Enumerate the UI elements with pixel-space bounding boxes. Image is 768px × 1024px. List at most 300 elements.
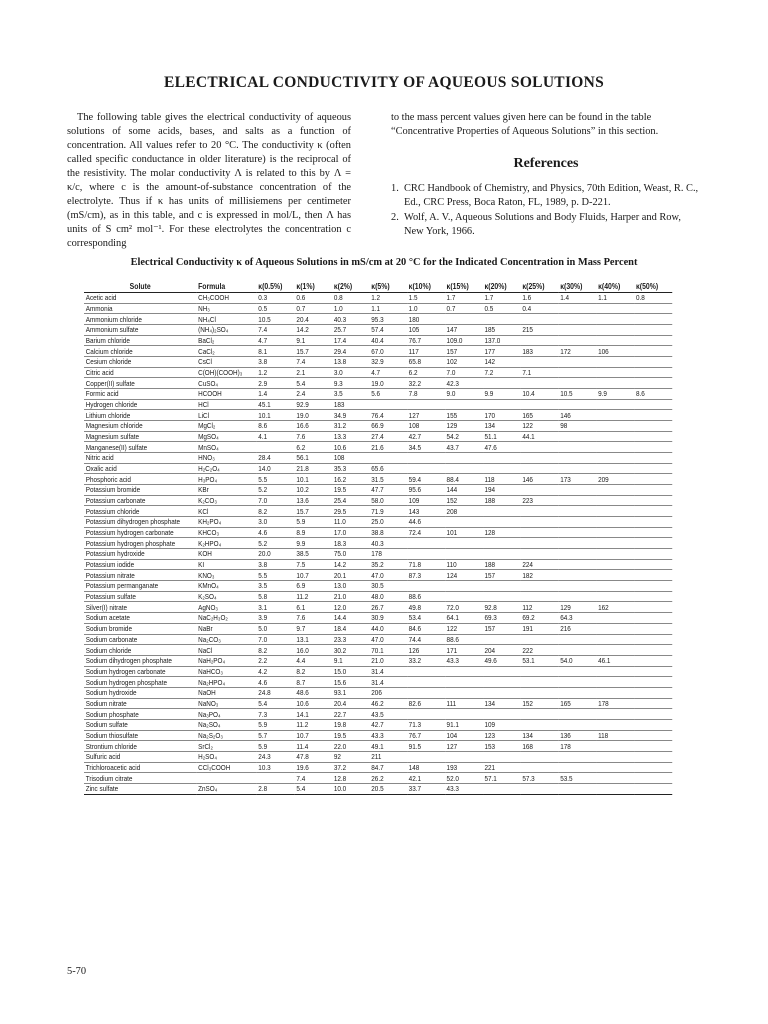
value-cell (521, 399, 559, 410)
value-cell: 8.2 (257, 645, 295, 656)
value-cell (521, 314, 559, 325)
formula-cell: NaH₂PO₄ (196, 655, 256, 666)
value-cell: 215 (521, 325, 559, 336)
value-cell: 10.1 (257, 410, 295, 421)
value-cell: 76.4 (370, 410, 407, 421)
value-cell: 31.2 (332, 421, 369, 432)
value-cell: 47.0 (370, 570, 407, 581)
value-cell: 43.5 (370, 709, 407, 720)
value-cell: 10.5 (257, 314, 295, 325)
value-cell (558, 527, 596, 538)
solute-cell: Barium chloride (84, 335, 196, 346)
value-cell (634, 655, 672, 666)
formula-cell: Na₃PO₄ (196, 709, 256, 720)
value-cell (558, 314, 596, 325)
value-cell: 15.6 (332, 677, 369, 688)
solute-cell: Potassium carbonate (84, 495, 196, 506)
formula-cell: CaCl₂ (196, 346, 256, 357)
value-cell (558, 495, 596, 506)
value-cell: 10.4 (521, 389, 559, 400)
value-cell: 30.5 (370, 581, 407, 592)
value-cell: 5.4 (257, 698, 295, 709)
value-cell (483, 709, 521, 720)
value-cell: 152 (521, 698, 559, 709)
value-cell (558, 357, 596, 368)
value-cell: 183 (521, 346, 559, 357)
value-cell: 20.5 (370, 783, 407, 794)
solute-cell: Potassium permanganate (84, 581, 196, 592)
intro-continuation: to the mass percent values given here can be found in the table “Concentrative Properties of Aqueous Solutions” in this section. (391, 112, 659, 137)
value-cell (521, 719, 559, 730)
value-cell (558, 709, 596, 720)
value-cell: 178 (370, 549, 407, 560)
value-cell (558, 463, 596, 474)
value-cell: 109 (483, 719, 521, 730)
solute-cell: Sodium phosphate (84, 709, 196, 720)
value-cell (558, 751, 596, 762)
value-cell (596, 410, 634, 421)
reference-text: CRC Handbook of Chemistry, and Physics, 70th Edition, Weast, R. C., Ed., CRC Press, Boca Raton, FL, 1989, p. D-221. (404, 183, 699, 208)
column-header-kappa: κ(1%) (295, 281, 332, 293)
column-header-kappa: κ(30%) (558, 281, 596, 293)
value-cell (483, 581, 521, 592)
value-cell (445, 666, 483, 677)
value-cell: 38.8 (370, 527, 407, 538)
value-cell (558, 634, 596, 645)
value-cell: 18.4 (332, 623, 369, 634)
value-cell: 143 (407, 506, 445, 517)
value-cell (596, 570, 634, 581)
value-cell: 52.0 (445, 773, 483, 784)
solute-cell: Sodium sulfate (84, 719, 196, 730)
value-cell (558, 677, 596, 688)
value-cell: 0.4 (521, 303, 559, 314)
value-cell (558, 378, 596, 389)
value-cell: 5.9 (295, 517, 332, 528)
value-cell (521, 453, 559, 464)
value-cell (596, 485, 634, 496)
table-body (84, 293, 672, 795)
solute-cell: Sodium hydrogen phosphate (84, 677, 196, 688)
value-cell: 5.4 (295, 378, 332, 389)
value-cell: 48.6 (295, 687, 332, 698)
formula-cell: NaBr (196, 623, 256, 634)
value-cell (596, 591, 634, 602)
table-row (84, 559, 672, 570)
value-cell: 223 (521, 495, 559, 506)
value-cell: 146 (521, 474, 559, 485)
value-cell: 16.0 (295, 645, 332, 656)
column-header-solute: Solute (84, 281, 196, 293)
formula-cell: KNO₃ (196, 570, 256, 581)
formula-cell: NaCl (196, 645, 256, 656)
value-cell: 13.0 (332, 581, 369, 592)
value-cell: 147 (445, 325, 483, 336)
value-cell: 21.8 (295, 463, 332, 474)
value-cell: 172 (558, 346, 596, 357)
value-cell (596, 709, 634, 720)
value-cell (558, 591, 596, 602)
value-cell: 105 (407, 325, 445, 336)
value-cell: 3.8 (257, 559, 295, 570)
value-cell: 152 (445, 495, 483, 506)
value-cell (634, 506, 672, 517)
value-cell: 31.4 (370, 666, 407, 677)
solute-cell: Potassium bromide (84, 485, 196, 496)
value-cell (407, 666, 445, 677)
value-cell: 1.1 (370, 303, 407, 314)
value-cell: 38.5 (295, 549, 332, 560)
value-cell (407, 463, 445, 474)
value-cell: 19.6 (295, 762, 332, 773)
solute-cell: Ammonium sulfate (84, 325, 196, 336)
value-cell (558, 325, 596, 336)
value-cell: 65.6 (370, 463, 407, 474)
value-cell: 108 (407, 421, 445, 432)
value-cell (596, 623, 634, 634)
value-cell: 0.5 (257, 303, 295, 314)
value-cell (634, 719, 672, 730)
value-cell: 7.4 (295, 773, 332, 784)
table-row (84, 730, 672, 741)
value-cell: 0.5 (483, 303, 521, 314)
value-cell: 5.9 (257, 741, 295, 752)
value-cell (596, 613, 634, 624)
value-cell (521, 634, 559, 645)
value-cell: 165 (521, 410, 559, 421)
value-cell: 12.8 (332, 773, 369, 784)
value-cell (596, 506, 634, 517)
formula-cell: H₂C₂O₄ (196, 463, 256, 474)
value-cell: 5.2 (257, 538, 295, 549)
table-row (84, 527, 672, 538)
table-row (84, 378, 672, 389)
value-cell: 67.0 (370, 346, 407, 357)
value-cell: 5.2 (257, 485, 295, 496)
value-cell: 13.3 (332, 431, 369, 442)
value-cell: 3.0 (332, 367, 369, 378)
column-header-kappa: κ(5%) (370, 281, 407, 293)
value-cell (483, 399, 521, 410)
value-cell: 5.0 (257, 623, 295, 634)
value-cell: 8.1 (257, 346, 295, 357)
value-cell: 5.9 (257, 719, 295, 730)
table-row (84, 314, 672, 325)
value-cell: 127 (407, 410, 445, 421)
value-cell (407, 399, 445, 410)
value-cell (521, 357, 559, 368)
reference-item (391, 211, 701, 239)
value-cell: 110 (445, 559, 483, 570)
value-cell: 27.4 (370, 431, 407, 442)
value-cell (596, 549, 634, 560)
value-cell: 1.4 (558, 293, 596, 304)
table-row (84, 506, 672, 517)
value-cell: 126 (407, 645, 445, 656)
value-cell: 222 (521, 645, 559, 656)
value-cell: 15.7 (295, 506, 332, 517)
value-cell: 0.3 (257, 293, 295, 304)
value-cell (596, 303, 634, 314)
formula-cell: KI (196, 559, 256, 570)
value-cell: 111 (445, 698, 483, 709)
value-cell: 71.9 (370, 506, 407, 517)
value-cell (521, 709, 559, 720)
value-cell: 70.1 (370, 645, 407, 656)
value-cell: 148 (407, 762, 445, 773)
value-cell (558, 687, 596, 698)
value-cell (634, 751, 672, 762)
formula-cell: KOH (196, 549, 256, 560)
value-cell: 108 (332, 453, 369, 464)
value-cell: 5.8 (257, 591, 295, 602)
solute-cell: Potassium hydrogen carbonate (84, 527, 196, 538)
value-cell (596, 378, 634, 389)
solute-cell: Lithium chloride (84, 410, 196, 421)
value-cell: 24.3 (257, 751, 295, 762)
value-cell: 0.8 (332, 293, 369, 304)
value-cell: 43.3 (370, 730, 407, 741)
value-cell (558, 549, 596, 560)
value-cell: 9.0 (445, 389, 483, 400)
value-cell (634, 421, 672, 432)
value-cell (634, 495, 672, 506)
table-row (84, 463, 672, 474)
value-cell: 183 (332, 399, 369, 410)
value-cell: 91.1 (445, 719, 483, 730)
table-row (84, 538, 672, 549)
solute-cell: Potassium iodide (84, 559, 196, 570)
value-cell (596, 666, 634, 677)
solute-cell: Copper(II) sulfate (84, 378, 196, 389)
table-row (84, 357, 672, 368)
value-cell: 48.0 (370, 591, 407, 602)
value-cell: 40.3 (332, 314, 369, 325)
table-row (84, 741, 672, 752)
solute-cell: Sodium bromide (84, 623, 196, 634)
column-header-kappa: κ(20%) (483, 281, 521, 293)
value-cell (445, 538, 483, 549)
formula-cell: Na₂SO₄ (196, 719, 256, 730)
value-cell: 4.6 (257, 527, 295, 538)
value-cell: 95.3 (370, 314, 407, 325)
value-cell (596, 335, 634, 346)
value-cell: 72.4 (407, 527, 445, 538)
value-cell: 9.1 (295, 335, 332, 346)
solute-cell: Potassium hydrogen phosphate (84, 538, 196, 549)
value-cell: 10.2 (295, 485, 332, 496)
value-cell: 75.0 (332, 549, 369, 560)
value-cell (596, 538, 634, 549)
table-row (84, 293, 672, 304)
column-header-kappa: κ(10%) (407, 281, 445, 293)
value-cell: 53.4 (407, 613, 445, 624)
value-cell: 1.0 (407, 303, 445, 314)
table-row (84, 399, 672, 410)
value-cell (521, 581, 559, 592)
value-cell (634, 613, 672, 624)
value-cell (634, 709, 672, 720)
value-cell (634, 314, 672, 325)
value-cell: 46.1 (596, 655, 634, 666)
value-cell (445, 517, 483, 528)
value-cell: 118 (483, 474, 521, 485)
value-cell: 4.7 (257, 335, 295, 346)
value-cell: 18.3 (332, 538, 369, 549)
formula-cell: LiCl (196, 410, 256, 421)
table-row (84, 762, 672, 773)
value-cell (445, 709, 483, 720)
value-cell: 19.5 (332, 730, 369, 741)
value-cell (634, 453, 672, 464)
value-cell: 224 (521, 559, 559, 570)
value-cell: 155 (445, 410, 483, 421)
table-row (84, 783, 672, 794)
value-cell: 64.1 (445, 613, 483, 624)
formula-cell: KHCO₃ (196, 527, 256, 538)
value-cell (596, 741, 634, 752)
value-cell: 5.5 (257, 570, 295, 581)
value-cell: 129 (445, 421, 483, 432)
value-cell: 178 (596, 698, 634, 709)
value-cell: 10.1 (295, 474, 332, 485)
solute-cell: Potassium dihydrogen phosphate (84, 517, 196, 528)
value-cell: 0.6 (295, 293, 332, 304)
value-cell: 136 (558, 730, 596, 741)
value-cell (483, 314, 521, 325)
value-cell (521, 485, 559, 496)
table-row (84, 719, 672, 730)
value-cell: 54.0 (558, 655, 596, 666)
solute-cell: Sulfuric acid (84, 751, 196, 762)
value-cell (521, 591, 559, 602)
column-header-kappa: κ(50%) (634, 281, 672, 293)
value-cell: 221 (483, 762, 521, 773)
value-cell: 64.3 (558, 613, 596, 624)
value-cell: 37.2 (332, 762, 369, 773)
value-cell: 32.2 (407, 378, 445, 389)
value-cell: 3.8 (257, 357, 295, 368)
value-cell: 1.2 (257, 367, 295, 378)
formula-cell: NaC₂H₃O₂ (196, 613, 256, 624)
value-cell (558, 666, 596, 677)
value-cell: 19.0 (370, 378, 407, 389)
value-cell (634, 581, 672, 592)
value-cell: 7.3 (257, 709, 295, 720)
value-cell (483, 666, 521, 677)
value-cell: 165 (558, 698, 596, 709)
value-cell (558, 431, 596, 442)
value-cell: 49.1 (370, 741, 407, 752)
value-cell: 92.9 (295, 399, 332, 410)
value-cell (445, 687, 483, 698)
value-cell: 44.0 (370, 623, 407, 634)
value-cell: 204 (483, 645, 521, 656)
value-cell: 6.9 (295, 581, 332, 592)
solute-cell: Potassium sulfate (84, 591, 196, 602)
value-cell: 24.8 (257, 687, 295, 698)
solute-cell: Sodium nitrate (84, 698, 196, 709)
value-cell (483, 453, 521, 464)
column-header-kappa: κ(0.5%) (257, 281, 295, 293)
formula-cell: CsCl (196, 357, 256, 368)
value-cell (445, 463, 483, 474)
value-cell: 1.7 (483, 293, 521, 304)
table-row (84, 367, 672, 378)
value-cell (521, 335, 559, 346)
value-cell: 7.6 (295, 613, 332, 624)
value-cell: 88.4 (445, 474, 483, 485)
value-cell: 188 (483, 495, 521, 506)
value-cell (596, 677, 634, 688)
value-cell (596, 463, 634, 474)
formula-cell: ZnSO₄ (196, 783, 256, 794)
table-row (84, 346, 672, 357)
value-cell: 8.6 (257, 421, 295, 432)
value-cell (558, 303, 596, 314)
value-cell (521, 463, 559, 474)
value-cell: 47.0 (370, 634, 407, 645)
value-cell: 26.7 (370, 602, 407, 613)
value-cell: 3.9 (257, 613, 295, 624)
value-cell: 16.6 (295, 421, 332, 432)
value-cell: 42.1 (407, 773, 445, 784)
formula-cell: BaCl₂ (196, 335, 256, 346)
formula-cell: K₂CO₃ (196, 495, 256, 506)
column-header-kappa: κ(2%) (332, 281, 369, 293)
formula-cell: Na₂HPO₄ (196, 677, 256, 688)
table-row (84, 687, 672, 698)
value-cell: 82.6 (407, 698, 445, 709)
value-cell: 7.5 (295, 559, 332, 570)
formula-cell: NH₃ (196, 303, 256, 314)
value-cell: 66.9 (370, 421, 407, 432)
value-cell (558, 719, 596, 730)
value-cell (634, 666, 672, 677)
value-cell: 21.0 (370, 655, 407, 666)
value-cell (558, 570, 596, 581)
value-cell (521, 506, 559, 517)
value-cell: 35.2 (370, 559, 407, 570)
value-cell: 7.0 (257, 495, 295, 506)
value-cell: 9.7 (295, 623, 332, 634)
value-cell (596, 687, 634, 698)
value-cell: 168 (521, 741, 559, 752)
value-cell: 29.4 (332, 346, 369, 357)
value-cell: 26.2 (370, 773, 407, 784)
value-cell: 0.7 (295, 303, 332, 314)
value-cell: 8.9 (295, 527, 332, 538)
solute-cell: Sodium dihydrogen phosphate (84, 655, 196, 666)
formula-cell: (NH₄)₂SO₄ (196, 325, 256, 336)
value-cell (634, 698, 672, 709)
value-cell (558, 335, 596, 346)
formula-cell: HCOOH (196, 389, 256, 400)
value-cell: 180 (407, 314, 445, 325)
table-caption: Electrical Conductivity κ of Aqueous Solutions in mS/cm at 20 °C for the Indicated Concentration in Mass Percent (130, 257, 638, 268)
table-row (84, 453, 672, 464)
value-cell: 106 (596, 346, 634, 357)
table-row (84, 421, 672, 432)
value-cell: 134 (483, 698, 521, 709)
formula-cell: H₃PO₄ (196, 474, 256, 485)
solute-cell: Citric acid (84, 367, 196, 378)
value-cell: 57.3 (521, 773, 559, 784)
value-cell: 25.0 (370, 517, 407, 528)
value-cell: 10.7 (295, 730, 332, 741)
value-cell: 76.7 (407, 335, 445, 346)
value-cell (483, 549, 521, 560)
